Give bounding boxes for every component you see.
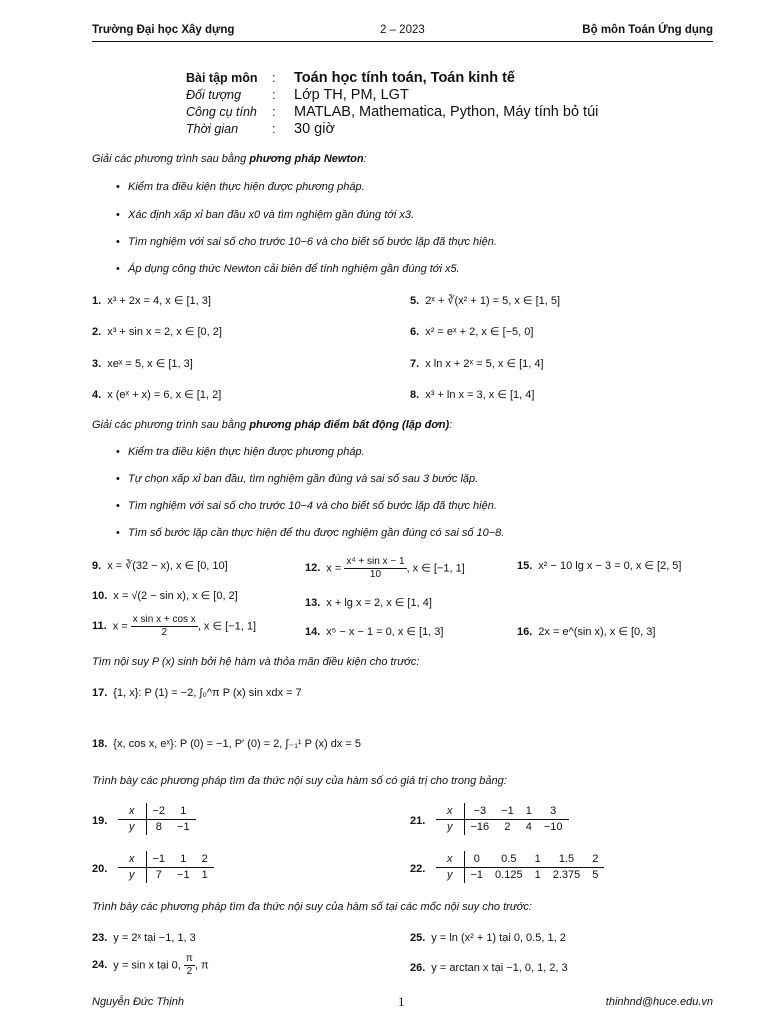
cell: −1	[146, 851, 171, 867]
problem-equation: 2x = e^(sin x), x ∈ [0, 3]	[538, 626, 656, 638]
info-value: Lớp TH, PM, LGT	[294, 87, 409, 103]
fraction-denominator: 2	[161, 627, 168, 638]
row-header-y: y	[436, 867, 464, 883]
problem-14	[305, 625, 443, 638]
problem-26	[410, 962, 568, 974]
page-number: 1	[398, 994, 405, 1009]
problem-24	[92, 953, 209, 978]
intro-suffix: :	[363, 153, 367, 165]
cell: −1	[177, 869, 190, 882]
page-header	[92, 22, 713, 42]
problem-12	[305, 556, 465, 581]
section-table-intro: Trình bày các phương pháp tìm đa thức nội suy của hàm số có giá trị cho trong bảng:	[92, 775, 507, 787]
bullet: • Áp dụng công thức Newton cải biên để tính nghiệm gần đúng tới x5.	[116, 263, 460, 275]
info-colon: :	[272, 122, 276, 136]
problem-number: 5.	[410, 295, 420, 307]
row-header-y: y	[118, 867, 146, 883]
footer-email: thinhnd@huce.edu.vn	[605, 996, 713, 1008]
problem-equation: x³ + ln x = 3, x ∈ [1, 4]	[425, 389, 535, 401]
bullet: • Tìm nghiệm với sai số cho trước 10−4 và cho biết số bước lặp đã thực hiện.	[116, 500, 497, 512]
problem-11	[92, 614, 256, 639]
problem-number: 14.	[305, 626, 321, 638]
problem-equation: x⁵ − x − 1 = 0, x ∈ [1, 3]	[326, 626, 444, 638]
section-interpolation-intro: Tìm nội suy P (x) sinh bởi hệ hàm và thỏa mãn điều kiện cho trước:	[92, 656, 420, 668]
cell: −10	[543, 821, 563, 834]
course-info	[186, 70, 598, 138]
cell: 4	[525, 821, 532, 834]
bullet-text: Tìm nghiệm với sai số cho trước 10−4 và cho biết số bước lặp đã thực hiện.	[128, 500, 497, 512]
header-term: 2 – 2023	[380, 24, 425, 36]
problem-number: 12.	[305, 562, 321, 575]
intro-bold: phương pháp điểm bất động (lặp đơn)	[249, 419, 450, 431]
problem-25	[410, 932, 566, 944]
problem-5	[410, 294, 560, 307]
problem-equation: y = ln (x² + 1) tại 0, 0.5, 1, 2	[431, 932, 566, 944]
problem-9	[92, 559, 228, 572]
header-university: Trường Đại học Xây dựng	[92, 24, 235, 36]
problem-number: 1.	[92, 295, 102, 307]
problem-number: 4.	[92, 389, 102, 401]
problem-equation: x + lg x = 2, x ∈ [1, 4]	[326, 597, 432, 609]
fraction-numerator: π	[185, 953, 193, 964]
bullet-text: Kiểm tra điều kiện thực hiện được phương pháp.	[128, 446, 365, 458]
problem-23	[92, 932, 196, 944]
problem-18	[92, 737, 361, 750]
cell: 5	[592, 869, 599, 882]
problem-16	[517, 625, 655, 638]
problem-equation: xeˣ = 5, x ∈ [1, 3]	[107, 358, 193, 370]
problem-equation: {x, cos x, eˣ}: P (0) = −1, P′ (0) = 2, ∫₋₁¹ P (x) dx = 5	[113, 738, 361, 750]
problem-4	[92, 388, 221, 401]
problem-equation: x ln x + 2ˣ = 5, x ∈ [1, 4]	[425, 358, 544, 370]
problem-22-number: 22.	[410, 863, 426, 875]
problem-number: 2.	[92, 326, 102, 338]
bullet-text: Tìm nghiệm với sai số cho trước 10−6 và cho biết số bước lặp đã thực hiện.	[128, 236, 497, 248]
problem-equation: y = 2ˣ tại −1, 1, 3	[113, 932, 196, 944]
problem-1	[92, 294, 211, 307]
problem-equation: x³ + 2x = 4, x ∈ [1, 3]	[107, 295, 211, 307]
problem-equation: 2ˣ + ∛(x² + 1) = 5, x ∈ [1, 5]	[425, 295, 561, 307]
info-value: MATLAB, Mathematica, Python, Máy tính bỏ túi	[294, 104, 599, 120]
fraction-numerator: x⁴ + sin x − 1	[346, 556, 405, 567]
equation-prefix: x =	[112, 620, 128, 633]
problem-equation: x³ + sin x = 2, x ∈ [0, 2]	[107, 326, 222, 338]
info-row-tools	[186, 104, 598, 121]
equation-suffix: , x ∈ [−1, 1]	[406, 562, 465, 575]
row-header-x: x	[118, 803, 146, 819]
table-22	[436, 851, 604, 883]
problem-number: 18.	[92, 738, 108, 750]
info-colon: :	[272, 71, 276, 85]
footer-author: Nguyễn Đức Thịnh	[92, 996, 184, 1008]
problem-number: 10.	[92, 590, 108, 602]
problem-number: 23.	[92, 932, 108, 944]
equation-suffix: , π	[194, 959, 209, 972]
cell: 2	[504, 821, 511, 834]
problem-number: 9.	[92, 560, 102, 572]
problem-8	[410, 388, 534, 401]
table-21	[436, 803, 569, 835]
problem-equation: y = arctan x tại −1, 0, 1, 2, 3	[431, 962, 568, 974]
problem-17	[92, 687, 302, 699]
cell: 7	[155, 869, 162, 882]
problem-3	[92, 357, 193, 370]
cell: 1	[171, 851, 196, 867]
bullet-text: Tìm số bước lặp cần thực hiện để thu được nghiệm gần đúng có sai số 10−8.	[128, 527, 505, 539]
problem-number: 16.	[517, 626, 533, 638]
problem-13	[305, 596, 432, 609]
cell: −1	[177, 821, 190, 834]
problem-19-number: 19.	[92, 815, 108, 827]
cell: −1	[470, 869, 484, 882]
cell: −16	[470, 821, 490, 834]
problem-10	[92, 589, 238, 602]
cell: 1	[534, 869, 541, 882]
cell: 1	[201, 869, 208, 882]
problem-equation: x = √(2 − sin x), x ∈ [0, 2]	[113, 590, 238, 602]
info-value: Toán học tính toán, Toán kinh tế	[294, 70, 515, 86]
info-colon: :	[272, 88, 276, 102]
bullet: • Xác định xấp xỉ ban đầu x0 và tìm nghiệm gần đúng tới x3.	[116, 209, 415, 221]
problem-number: 17.	[92, 687, 108, 699]
problem-equation: {1, x}: P (1) = −2, ∫₀^π P (x) sin xdx = 7	[113, 687, 302, 699]
intro-text: Giải các phương trình sau bằng	[92, 153, 250, 165]
row-header-y: y	[118, 819, 146, 835]
fraction	[184, 953, 195, 978]
bullet-text: Kiểm tra điều kiện thực hiện được phương pháp.	[128, 181, 365, 193]
info-colon: :	[272, 105, 276, 119]
problem-number: 11.	[92, 620, 107, 633]
bullet: • Tìm nghiệm với sai số cho trước 10−6 và cho biết số bước lặp đã thực hiện.	[116, 236, 497, 248]
bullet: • Kiểm tra điều kiện thực hiện được phương pháp.	[116, 181, 365, 193]
info-row-audience	[186, 87, 598, 104]
equation-prefix: y = sin x tại 0,	[113, 959, 181, 972]
fraction-numerator: x sin x + cos x	[132, 614, 196, 625]
cell: 3	[538, 803, 569, 819]
section-fixed-point-intro	[92, 419, 452, 431]
problem-15	[517, 559, 681, 572]
bullet: • Tìm số bước lặp cần thực hiện để thu được nghiệm gần đúng có sai số 10−8.	[116, 527, 505, 539]
cell: 1.5	[547, 851, 587, 867]
info-key: Công cụ tính	[186, 105, 257, 119]
cell: −1	[495, 803, 520, 819]
problem-equation: x = ∛(32 − x), x ∈ [0, 10]	[107, 560, 228, 572]
row-header-x: x	[118, 851, 146, 867]
bullet: • Tự chọn xấp xỉ ban đầu, tìm nghiệm gần đúng và sai số sau 3 bước lặp.	[116, 473, 479, 485]
problem-6	[410, 325, 533, 338]
cell: 0	[464, 851, 489, 867]
problem-number: 25.	[410, 932, 426, 944]
cell: 1	[529, 851, 547, 867]
intro-suffix: :	[449, 419, 453, 431]
problem-7	[410, 357, 544, 370]
row-header-y: y	[436, 819, 464, 835]
problem-number: 15.	[517, 560, 533, 572]
problem-number: 7.	[410, 358, 420, 370]
info-row-time	[186, 121, 598, 138]
fraction-denominator: 2	[186, 966, 193, 977]
bullet-text: Xác định xấp xỉ ban đầu x0 và tìm nghiệm gần đúng tới x3.	[128, 209, 415, 221]
cell: −3	[464, 803, 495, 819]
equation-suffix: , x ∈ [−1, 1]	[197, 620, 257, 633]
table-19	[118, 803, 196, 835]
cell: 2	[196, 851, 214, 867]
problem-equation: x² − 10 lg x − 3 = 0, x ∈ [2, 5]	[538, 560, 682, 572]
fraction	[344, 556, 406, 581]
problem-number: 8.	[410, 389, 420, 401]
row-header-x: x	[436, 803, 464, 819]
problem-20-number: 20.	[92, 863, 108, 875]
info-key: Bài tập môn	[186, 71, 258, 85]
bullet: • Kiểm tra điều kiện thực hiện được phương pháp.	[116, 446, 365, 458]
bullet-text: Áp dụng công thức Newton cải biên để tính nghiệm gần đúng tới x5.	[128, 263, 460, 275]
problem-equation: x² = eˣ + 2, x ∈ [−5, 0]	[425, 326, 534, 338]
section-newton-intro	[92, 153, 367, 165]
info-key: Thời gian	[186, 122, 239, 136]
equation-prefix: x =	[326, 562, 342, 575]
cell: −2	[146, 803, 171, 819]
cell: 1	[171, 803, 196, 819]
info-value: 30 giờ	[294, 121, 335, 137]
problem-number: 13.	[305, 597, 321, 609]
table-20	[118, 851, 214, 883]
problem-2	[92, 325, 222, 338]
problem-21-number: 21.	[410, 815, 426, 827]
problem-number: 24.	[92, 959, 108, 972]
intro-bold: phương pháp Newton	[249, 153, 364, 165]
cell: 0.125	[495, 869, 523, 882]
cell: 0.5	[489, 851, 529, 867]
problem-number: 3.	[92, 358, 102, 370]
info-key: Đối tượng	[186, 88, 242, 102]
row-header-x: x	[436, 851, 464, 867]
problem-number: 26.	[410, 962, 426, 974]
info-row-subject	[186, 70, 598, 87]
fraction	[131, 614, 198, 639]
intro-text: Giải các phương trình sau bằng	[92, 419, 250, 431]
cell: 1	[520, 803, 538, 819]
header-department: Bộ môn Toán Ứng dụng	[582, 24, 713, 36]
section-nodes-intro: Trình bày các phương pháp tìm đa thức nội suy của hàm số tại các mốc nội suy cho trước:	[92, 901, 532, 913]
bullet-text: Tự chọn xấp xỉ ban đầu, tìm nghiệm gần đúng và sai số sau 3 bước lặp.	[128, 473, 479, 485]
cell: 8	[155, 821, 162, 834]
cell: 2.375	[552, 869, 581, 882]
fraction-denominator: 10	[369, 569, 382, 580]
problem-equation: x (eˣ + x) = 6, x ∈ [1, 2]	[107, 389, 222, 401]
problem-number: 6.	[410, 326, 420, 338]
cell: 2	[586, 851, 604, 867]
